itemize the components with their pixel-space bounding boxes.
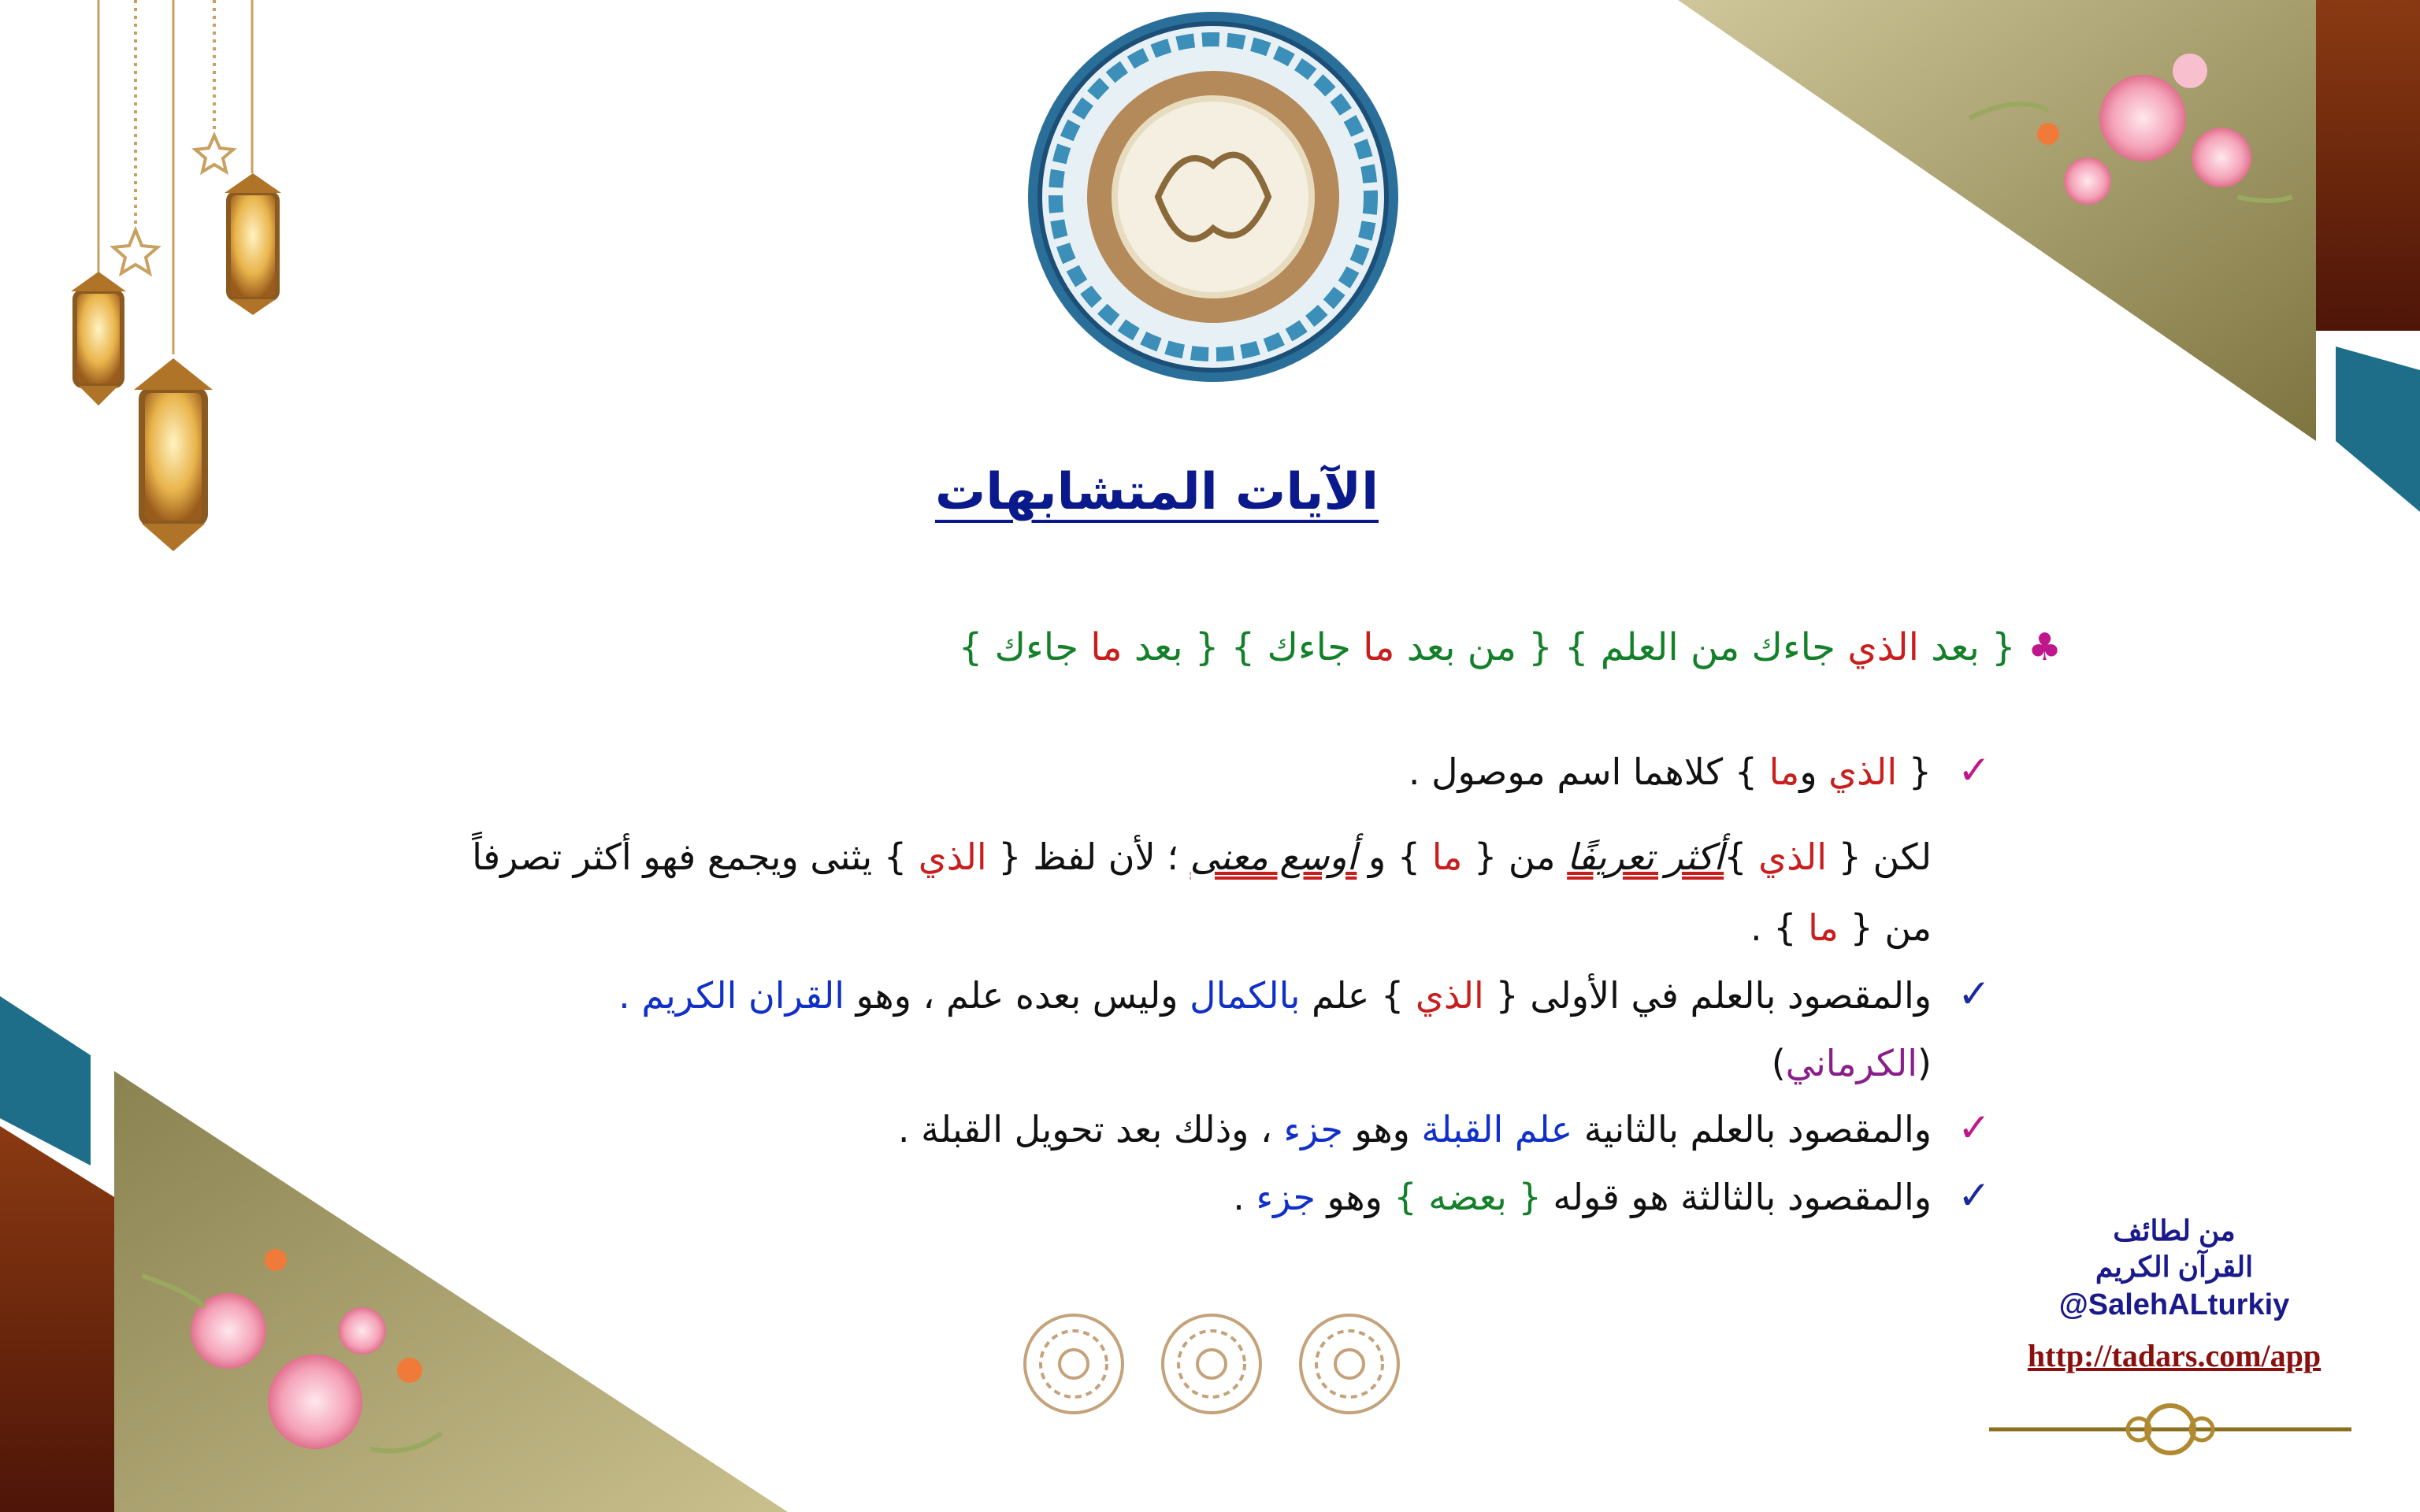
bottom-left-maroon-band [0,1126,114,1512]
highlight: الذي [1758,836,1828,878]
verse2-highlight: ما [1363,625,1395,669]
point-4 [1233,1173,1932,1221]
highlight: القران الكريم [641,974,845,1017]
point-1 [1409,748,1932,795]
ornament-icon [1301,1315,1398,1413]
point-2 [618,972,1932,1019]
point-1-continuation-2 [1750,904,1932,951]
top-right-maroon-band [2316,0,2420,331]
source-name: الكرماني [1785,1042,1918,1084]
club-bullet: ♣ [2027,625,2062,669]
text: } يثنى ويجمع فهو أكثر تصرفاً [472,836,919,878]
highlight: علم القبلة [1421,1108,1573,1151]
text: } كلاهما اسم موصول . [1408,750,1769,793]
verse3-part: { بعد [1122,625,1231,669]
verse1-part: جاءك من العلم } [1564,625,1848,669]
lantern-icon [134,0,213,551]
text: من { [1838,906,1932,949]
text: } . [1750,906,1809,949]
highlight: الذي [1828,750,1898,793]
check-icon: ✓ [1958,1173,1991,1218]
point-3 [898,1106,1932,1153]
highlight: الذي [1415,974,1484,1017]
text: وليس بعده علم ، وهو [844,974,1190,1017]
text: ( [1917,1042,1932,1084]
ornament-icon [1025,1315,1123,1413]
text: . [618,974,642,1017]
verse1-part: { بعد [1918,625,2016,669]
highlight: { بعضه } [1394,1176,1542,1218]
verse2-part: جاءك } [1230,625,1364,669]
text: . [1233,1176,1256,1218]
text: و [1799,750,1829,793]
point-2-source [1772,1040,1932,1087]
text: ) [1771,1042,1786,1084]
star-icon [113,0,158,273]
text: والمقصود بالعلم في الأولى { [1483,974,1932,1017]
star-icon [195,0,233,172]
credit-block [2017,1213,2332,1380]
text: وهو [1315,1176,1394,1218]
credit-handle: @SalehALturkiy [2058,1288,2290,1321]
highlight: جزء [1283,1108,1343,1151]
credit-link[interactable]: http://tadars.com/app [2027,1338,2322,1373]
text: ؛ لأن لفظ { [986,836,1190,878]
top-right-teal-ribbon [2336,346,2420,512]
highlight: ما [1808,906,1839,949]
ornament-icon [1163,1315,1260,1413]
highlight: جزء [1256,1176,1316,1218]
check-icon: ✓ [1958,971,1991,1017]
lantern-icon [71,0,126,406]
highlight: الذي [918,836,987,878]
divider-ornament [1989,1406,2351,1453]
verse1-highlight: الذي [1847,625,1919,669]
verse2-part: { من بعد [1394,625,1564,669]
verse3-highlight: ما [1090,625,1123,669]
text: } [1724,836,1759,878]
text: والمقصود بالعلم بالثانية [1572,1108,1932,1151]
medallion-logo [1028,12,1398,382]
underlined-phrase: أوسع معنى [1190,836,1357,878]
text: ، وذلك بعد تحويل القبلة . [897,1108,1284,1151]
verse3-part: جاءك } [958,625,1091,669]
highlight: بالكمال [1190,974,1301,1017]
text: والمقصود بالثالثة هو قوله [1541,1176,1932,1218]
credit-line-2: القرآن الكريم [2095,1251,2254,1283]
text: لكن { [1827,836,1932,878]
bottom-left-olive-panel [114,1071,788,1512]
highlight: ما [1769,750,1800,793]
highlight: ما [1431,836,1463,878]
intro-verses [959,622,2062,673]
text: { [1897,750,1932,793]
text: } و [1357,836,1432,878]
text: وهو [1342,1108,1422,1151]
underlined-phrase: أكثر تعريفًا [1567,836,1724,878]
lantern-icon [225,0,281,315]
point-1-continuation [472,833,1932,880]
credit-line-1: من لطائف [2113,1214,2236,1247]
text: من { [1462,836,1568,878]
page-title: الآيات المتشابهات [934,463,1379,521]
check-icon: ✓ [1958,747,1991,793]
check-icon: ✓ [1958,1105,1991,1151]
text: } علم [1300,974,1416,1017]
top-right-olive-panel [1678,0,2316,441]
